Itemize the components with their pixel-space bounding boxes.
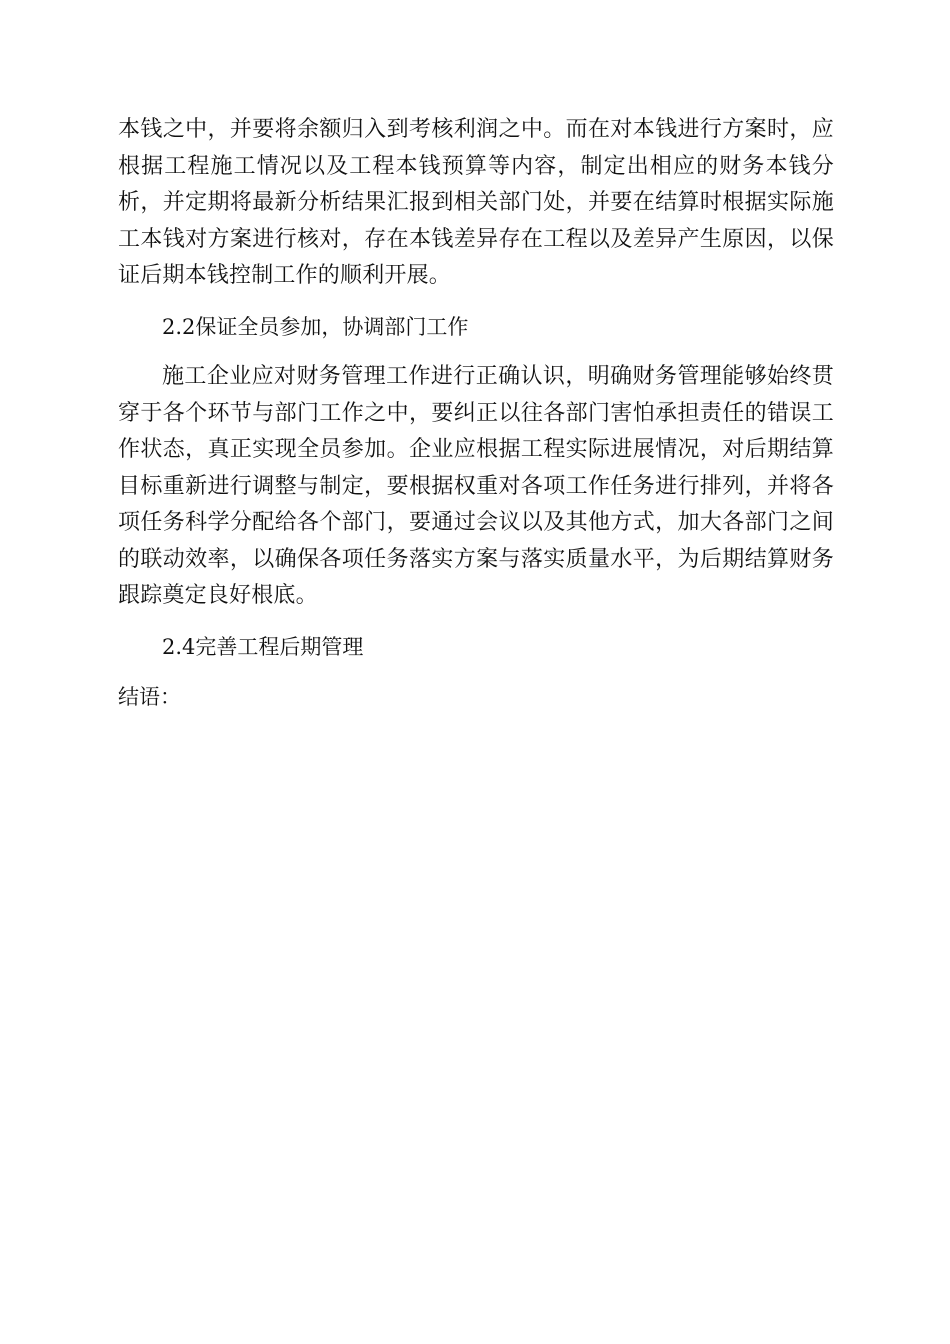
document-body	[118, 112, 834, 716]
conclusion-label: 结语：	[118, 685, 181, 709]
section-heading-2-4: 2.4完善工程后期管理	[162, 634, 364, 659]
paragraph-cost-control: 本钱之中，并要将余额归入到考核利润之中。而在对本钱进行方案时，应根据工程施工情况以及工程本钱预算等内容，制定出相应的财务本钱分析，并定期将最新分析结果汇报到相关部门处，并要在结算时根据实际施工本钱对方案进行核对，存在本钱差异存在工程以及差异产生原因，以保证后期本钱控制工作的顺利开展。	[118, 117, 834, 288]
paragraph-full-participation: 施工企业应对财务管理工作进行正确认识，明确财务管理能够始终贯穿于各个环节与部门工作之中，要纠正以往各部门害怕承担责任的错误工作状态，真正实现全员参加。企业应根据工程实际进展情况，对后期结算目标重新进行调整与制定，要根据权重对各项工作任务进行排列，并将各项任务科学分配给各个部门，要通过会议以及其他方式，加大各部门之间的联动效率，以确保各项任务落实方案与落实质量水平，为后期结算财务跟踪奠定良好根底。	[118, 364, 834, 608]
section-heading-2-2: 2.2保证全员参加，协调部门工作	[162, 314, 469, 339]
